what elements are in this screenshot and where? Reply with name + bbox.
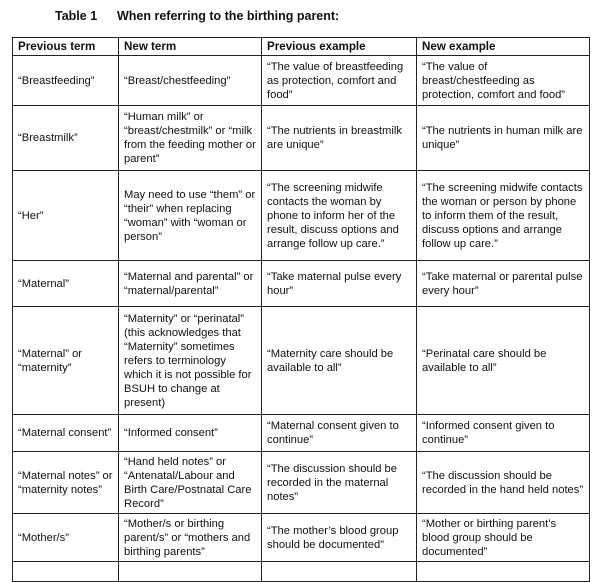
new-term-cell (119, 562, 262, 582)
table-row (13, 415, 590, 452)
header-new-example: New example (417, 38, 590, 56)
new-term-cell: “Hand held notes” or “Antenatal/Labour and Birth Care/Postnatal Care Record” (119, 452, 262, 514)
previous-example-cell: “The screening midwife contacts the woman by phone to inform her of the result, discuss options and arrange follow up care.” (262, 171, 417, 261)
new-term-cell: “Informed consent” (119, 415, 262, 452)
new-example-cell: “Take maternal or parental pulse every hour” (417, 261, 590, 307)
previous-term-cell: “Mother/s” (13, 514, 119, 562)
new-example-cell (417, 562, 590, 582)
table-row (13, 514, 590, 562)
previous-term-cell: “Maternal” (13, 261, 119, 307)
new-example-cell: “Mother or birthing parent’s blood group should be documented” (417, 514, 590, 562)
previous-example-cell: “Take maternal pulse every hour” (262, 261, 417, 307)
table-row (13, 56, 590, 106)
table-row (13, 307, 590, 415)
header-previous-example: Previous example (262, 38, 417, 56)
new-example-cell: “The discussion should be recorded in the hand held notes” (417, 452, 590, 514)
table-row (13, 562, 590, 582)
table-number: Table 1 (55, 9, 98, 23)
previous-example-cell (262, 562, 417, 582)
new-example-cell: “Perinatal care should be available to all” (417, 307, 590, 415)
previous-example-cell: “The nutrients in breastmilk are unique” (262, 106, 417, 171)
table-caption (55, 9, 339, 23)
table-row (13, 261, 590, 307)
header-new-term: New term (119, 38, 262, 56)
new-example-cell: “Informed consent given to continue” (417, 415, 590, 452)
new-term-cell: “Maternity” or “perinatal” (this acknowledges that “Maternity” sometimes refers to terminology which it is not possible for BSUH to change at present) (119, 307, 262, 415)
table-row (13, 106, 590, 171)
new-example-cell: “The value of breast/chestfeeding as protection, comfort and food” (417, 56, 590, 106)
previous-term-cell: “Maternal consent” (13, 415, 119, 452)
table-row (13, 452, 590, 514)
new-term-cell: “Maternal and parental” or “maternal/parental” (119, 261, 262, 307)
new-term-cell: “Mother/s or birthing parent/s” or “mothers and birthing parents” (119, 514, 262, 562)
previous-example-cell: “Maternal consent given to continue” (262, 415, 417, 452)
new-example-cell: “The nutrients in human milk are unique” (417, 106, 590, 171)
previous-example-cell: “The mother’s blood group should be documented” (262, 514, 417, 562)
table-row (13, 171, 590, 261)
previous-term-cell: “Maternal” or “maternity” (13, 307, 119, 415)
new-term-cell: “Human milk” or “breast/chestmilk” or “milk from the feeding mother or parent” (119, 106, 262, 171)
previous-term-cell (13, 562, 119, 582)
previous-example-cell: “The discussion should be recorded in the maternal notes” (262, 452, 417, 514)
previous-term-cell: “Maternal notes” or “maternity notes” (13, 452, 119, 514)
previous-example-cell: “The value of breastfeeding as protection, comfort and food” (262, 56, 417, 106)
previous-term-cell: “Breastmilk” (13, 106, 119, 171)
new-term-cell: May need to use “them” or “their” when replacing “woman” with “woman or person” (119, 171, 262, 261)
new-term-cell: “Breast/chestfeeding” (119, 56, 262, 106)
table-title: When referring to the birthing parent: (117, 9, 340, 23)
previous-example-cell: “Maternity care should be available to all” (262, 307, 417, 415)
new-example-cell: “The screening midwife contacts the woman or person by phone to inform them of the result, discuss options and arrange follow up care.” (417, 171, 590, 261)
header-row (13, 38, 590, 56)
terminology-table (12, 37, 590, 582)
previous-term-cell: “Her” (13, 171, 119, 261)
header-previous-term: Previous term (13, 38, 119, 56)
previous-term-cell: “Breastfeeding” (13, 56, 119, 106)
